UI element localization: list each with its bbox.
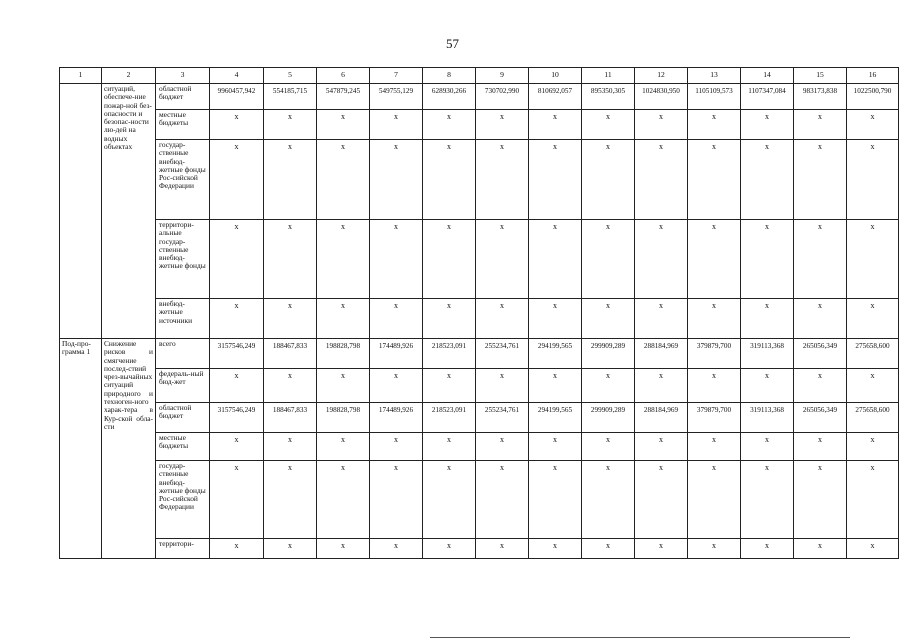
column-number-header: 10 — [529, 68, 582, 84]
value-cell: x — [423, 220, 476, 299]
value-cell: 319113,368 — [741, 403, 794, 433]
value-cell: x — [582, 461, 635, 539]
value-cell: x — [210, 299, 264, 339]
table-row — [60, 339, 899, 369]
column-number-header: 8 — [423, 68, 476, 84]
value-cell: x — [529, 539, 582, 559]
program-name-cell: ситуаций, обеспече-ние пожар-ной без-опасности и безопас-ности лю-дей на водных объектах — [102, 84, 156, 339]
value-cell: x — [794, 539, 847, 559]
column-number-header: 12 — [635, 68, 688, 84]
value-cell: x — [635, 299, 688, 339]
value-cell: 255234,761 — [476, 403, 529, 433]
value-cell: x — [264, 461, 317, 539]
column-number-header: 7 — [370, 68, 423, 84]
funding-source-cell: всего — [156, 339, 210, 369]
column-number-header: 5 — [264, 68, 317, 84]
value-cell: x — [741, 461, 794, 539]
value-cell: 3157546,249 — [210, 339, 264, 369]
value-cell: x — [688, 140, 741, 220]
value-cell: x — [370, 461, 423, 539]
value-cell: x — [794, 433, 847, 461]
value-cell: x — [741, 369, 794, 403]
value-cell: 294199,565 — [529, 339, 582, 369]
column-number-header: 9 — [476, 68, 529, 84]
value-cell: 730702,990 — [476, 84, 529, 110]
value-cell: x — [794, 110, 847, 140]
value-cell: x — [476, 461, 529, 539]
value-cell: 554185,715 — [264, 84, 317, 110]
funding-source-cell: федераль-ный бюд-жет — [156, 369, 210, 403]
value-cell: x — [794, 369, 847, 403]
value-cell: x — [529, 433, 582, 461]
value-cell: x — [210, 220, 264, 299]
value-cell: 198828,798 — [317, 403, 370, 433]
value-cell: 628930,266 — [423, 84, 476, 110]
value-cell: x — [688, 539, 741, 559]
column-number-header: 6 — [317, 68, 370, 84]
value-cell: x — [582, 369, 635, 403]
table-row — [60, 140, 899, 220]
value-cell: x — [476, 539, 529, 559]
program-type-cell — [60, 84, 102, 339]
value-cell: x — [317, 110, 370, 140]
value-cell: x — [794, 220, 847, 299]
value-cell: x — [635, 461, 688, 539]
value-cell: x — [370, 299, 423, 339]
value-cell: 379879,700 — [688, 403, 741, 433]
value-cell: x — [317, 461, 370, 539]
value-cell: x — [582, 433, 635, 461]
value-cell: x — [476, 220, 529, 299]
value-cell: x — [794, 299, 847, 339]
value-cell: 299909,289 — [582, 339, 635, 369]
value-cell: x — [317, 433, 370, 461]
value-cell: x — [847, 299, 899, 339]
value-cell: x — [635, 220, 688, 299]
value-cell: 9960457,942 — [210, 84, 264, 110]
value-cell: x — [847, 433, 899, 461]
value-cell: x — [582, 539, 635, 559]
table-row — [60, 220, 899, 299]
column-number-header: 13 — [688, 68, 741, 84]
value-cell: 188467,833 — [264, 403, 317, 433]
column-number-row — [60, 68, 899, 84]
value-cell: x — [423, 140, 476, 220]
value-cell: x — [688, 299, 741, 339]
value-cell: 3157546,249 — [210, 403, 264, 433]
value-cell: x — [847, 110, 899, 140]
value-cell: x — [317, 369, 370, 403]
value-cell: x — [529, 299, 582, 339]
value-cell: x — [317, 539, 370, 559]
value-cell: x — [210, 140, 264, 220]
value-cell: x — [317, 220, 370, 299]
table-row — [60, 369, 899, 403]
value-cell: 265056,349 — [794, 403, 847, 433]
table-row — [60, 403, 899, 433]
value-cell: x — [264, 220, 317, 299]
value-cell: 218523,091 — [423, 403, 476, 433]
value-cell: x — [264, 140, 317, 220]
value-cell: 549755,129 — [370, 84, 423, 110]
value-cell: x — [476, 369, 529, 403]
column-number-header: 1 — [60, 68, 102, 84]
value-cell: x — [847, 539, 899, 559]
value-cell: 198828,798 — [317, 339, 370, 369]
value-cell: x — [741, 220, 794, 299]
table-row — [60, 110, 899, 140]
value-cell: x — [741, 299, 794, 339]
value-cell: 299909,289 — [582, 403, 635, 433]
value-cell: x — [847, 461, 899, 539]
column-number-header: 16 — [847, 68, 899, 84]
table-row — [60, 299, 899, 339]
value-cell: x — [529, 110, 582, 140]
value-cell: 288184,969 — [635, 339, 688, 369]
value-cell: x — [529, 461, 582, 539]
value-cell: x — [370, 433, 423, 461]
value-cell: x — [582, 299, 635, 339]
value-cell: 547879,245 — [317, 84, 370, 110]
program-name-cell: Снижение рисков и смягчение послед-ствий чрез-вычайных ситуаций природного и техноген-ного харак-тера в Кур-ской обла-сти — [102, 339, 156, 559]
value-cell: 275658,600 — [847, 403, 899, 433]
value-cell: x — [688, 220, 741, 299]
value-cell: x — [635, 140, 688, 220]
value-cell: x — [370, 220, 423, 299]
funding-source-cell: внебюд-жетные источники — [156, 299, 210, 339]
value-cell: 1024830,950 — [635, 84, 688, 110]
value-cell: 174489,926 — [370, 403, 423, 433]
value-cell: x — [529, 369, 582, 403]
value-cell: 1022500,790 — [847, 84, 899, 110]
value-cell: x — [635, 110, 688, 140]
budget-table — [59, 67, 899, 559]
funding-source-cell: местные бюджеты — [156, 110, 210, 140]
column-number-header: 4 — [210, 68, 264, 84]
funding-source-cell: местные бюджеты — [156, 433, 210, 461]
value-cell: x — [582, 110, 635, 140]
value-cell: 983173,838 — [794, 84, 847, 110]
value-cell: x — [635, 539, 688, 559]
value-cell: x — [847, 140, 899, 220]
value-cell: x — [847, 369, 899, 403]
value-cell: x — [423, 461, 476, 539]
table-row — [60, 433, 899, 461]
value-cell: x — [476, 299, 529, 339]
column-number-header: 15 — [794, 68, 847, 84]
funding-source-cell: государ-ственные внебюд-жетные фонды Рос-сийской Федерации — [156, 461, 210, 539]
value-cell: 810692,057 — [529, 84, 582, 110]
value-cell: x — [210, 433, 264, 461]
value-cell: 1105109,573 — [688, 84, 741, 110]
value-cell: 218523,091 — [423, 339, 476, 369]
value-cell: x — [741, 110, 794, 140]
value-cell: 294199,565 — [529, 403, 582, 433]
value-cell: x — [210, 461, 264, 539]
value-cell: x — [582, 140, 635, 220]
page-number: 57 — [446, 36, 459, 51]
value-cell: x — [264, 369, 317, 403]
value-cell: x — [423, 433, 476, 461]
funding-source-cell: государ-ственные внебюд-жетные фонды Рос-сийской Федерации — [156, 140, 210, 220]
value-cell: x — [264, 539, 317, 559]
value-cell: x — [688, 433, 741, 461]
value-cell: x — [847, 220, 899, 299]
column-number-header: 3 — [156, 68, 210, 84]
value-cell: 255234,761 — [476, 339, 529, 369]
value-cell: x — [423, 110, 476, 140]
column-number-header: 2 — [102, 68, 156, 84]
table-row — [60, 84, 899, 110]
value-cell: 379879,700 — [688, 339, 741, 369]
value-cell: x — [370, 539, 423, 559]
value-cell: x — [688, 369, 741, 403]
value-cell: x — [370, 140, 423, 220]
value-cell: x — [423, 299, 476, 339]
value-cell: x — [582, 220, 635, 299]
value-cell: x — [423, 369, 476, 403]
value-cell: 188467,833 — [264, 339, 317, 369]
bottom-rule — [430, 637, 850, 638]
funding-source-cell: областной бюджет — [156, 403, 210, 433]
table-row — [60, 539, 899, 559]
value-cell: 275658,600 — [847, 339, 899, 369]
value-cell: x — [476, 110, 529, 140]
value-cell: x — [741, 140, 794, 220]
value-cell: x — [476, 433, 529, 461]
value-cell: 288184,969 — [635, 403, 688, 433]
funding-source-cell: территори- — [156, 539, 210, 559]
value-cell: 895350,305 — [582, 84, 635, 110]
value-cell: x — [370, 369, 423, 403]
value-cell: x — [529, 220, 582, 299]
value-cell: x — [688, 110, 741, 140]
value-cell: x — [317, 140, 370, 220]
column-number-header: 11 — [582, 68, 635, 84]
value-cell: x — [264, 299, 317, 339]
value-cell: x — [741, 433, 794, 461]
value-cell: x — [635, 433, 688, 461]
value-cell: x — [264, 433, 317, 461]
value-cell: x — [529, 140, 582, 220]
value-cell: 1107347,084 — [741, 84, 794, 110]
value-cell: 319113,368 — [741, 339, 794, 369]
value-cell: x — [476, 140, 529, 220]
value-cell: x — [317, 299, 370, 339]
column-number-header: 14 — [741, 68, 794, 84]
program-type-cell: Под-про-грамма 1 — [60, 339, 102, 559]
value-cell: x — [210, 110, 264, 140]
funding-source-cell: областной бюджет — [156, 84, 210, 110]
value-cell: 265056,349 — [794, 339, 847, 369]
funding-source-cell: территори-альные государ-ственные внебюд-жетные фонды — [156, 220, 210, 299]
value-cell: x — [635, 369, 688, 403]
value-cell: x — [794, 461, 847, 539]
value-cell: x — [210, 539, 264, 559]
value-cell: x — [688, 461, 741, 539]
value-cell: x — [423, 539, 476, 559]
value-cell: x — [741, 539, 794, 559]
value-cell: x — [264, 110, 317, 140]
value-cell: 174489,926 — [370, 339, 423, 369]
value-cell: x — [370, 110, 423, 140]
value-cell: x — [794, 140, 847, 220]
value-cell: x — [210, 369, 264, 403]
table-row — [60, 461, 899, 539]
